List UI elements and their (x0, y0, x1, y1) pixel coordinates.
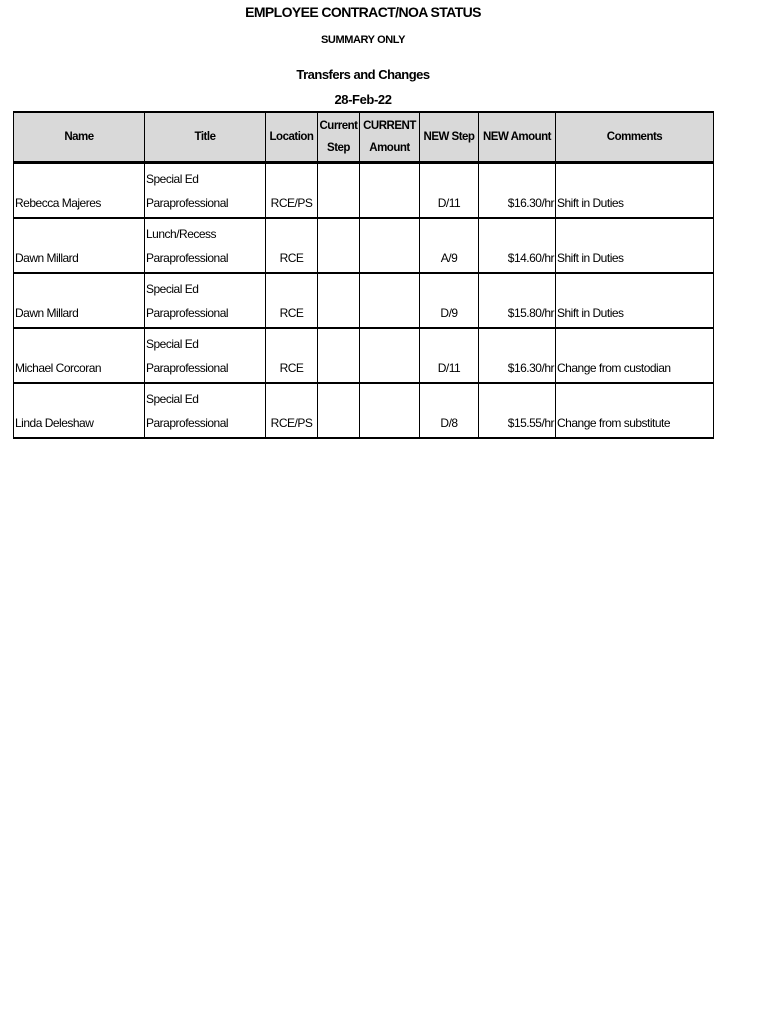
cell-title-line1: Special Ed (146, 172, 199, 186)
header-new-amount: NEW Amount (479, 112, 556, 163)
cell-location: RCE (266, 273, 318, 328)
cell-new-step: D/11 (420, 328, 479, 383)
cell-title (145, 383, 266, 438)
header-current-step-line1: Current (319, 120, 358, 132)
cell-title (145, 218, 266, 273)
cell-location: RCE (266, 218, 318, 273)
cell-new-step: D/8 (420, 383, 479, 438)
cell-comments: Change from substitute (556, 383, 714, 438)
table-row (14, 328, 714, 383)
cell-new-step: D/9 (420, 273, 479, 328)
cell-current-step (318, 273, 360, 328)
cell-title (145, 163, 266, 219)
cell-title-line2: Paraprofessional (146, 306, 229, 320)
cell-new-amount: $15.80/hr (479, 273, 556, 328)
header-current-step (318, 112, 360, 163)
document-date: 28-Feb-22 (334, 92, 392, 107)
cell-title-line1: Lunch/Recess (146, 227, 217, 241)
cell-current-amount (360, 328, 420, 383)
cell-current-amount (360, 273, 420, 328)
cell-title-line2: Paraprofessional (146, 416, 229, 430)
header-comments: Comments (556, 112, 714, 163)
cell-current-step (318, 328, 360, 383)
cell-new-amount: $14.60/hr (479, 218, 556, 273)
cell-comments: Change from custodian (556, 328, 714, 383)
cell-current-step (318, 163, 360, 219)
table-row (14, 273, 714, 328)
cell-comments: Shift in Duties (556, 163, 714, 219)
table-header-row (14, 112, 714, 163)
cell-title-line2: Paraprofessional (146, 196, 229, 210)
document-subtitle: SUMMARY ONLY (320, 34, 406, 46)
header-current-amount-line2: Amount (369, 142, 410, 154)
cell-current-amount (360, 163, 420, 219)
cell-new-amount: $16.30/hr (479, 163, 556, 219)
table-row (14, 163, 714, 219)
cell-location: RCE/PS (266, 383, 318, 438)
header-location: Location (266, 112, 318, 163)
cell-new-amount: $16.30/hr (479, 328, 556, 383)
cell-name: Linda Deleshaw (14, 383, 145, 438)
document-title: EMPLOYEE CONTRACT/NOA STATUS (245, 4, 481, 20)
header-new-step: NEW Step (420, 112, 479, 163)
cell-new-amount: $15.55/hr (479, 383, 556, 438)
cell-new-step: A/9 (420, 218, 479, 273)
cell-name: Dawn Millard (14, 218, 145, 273)
cell-title-line1: Special Ed (146, 337, 199, 351)
table-row (14, 218, 714, 273)
header-title: Title (145, 112, 266, 163)
cell-title-line2: Paraprofessional (146, 251, 229, 265)
cell-current-amount (360, 383, 420, 438)
cell-title-line2: Paraprofessional (146, 361, 229, 375)
cell-name: Rebecca Majeres (14, 163, 145, 219)
cell-location: RCE (266, 328, 318, 383)
header-current-step-line2: Step (327, 142, 350, 154)
cell-name: Michael Corcoran (14, 328, 145, 383)
cell-title (145, 328, 266, 383)
header-current-amount (360, 112, 420, 163)
cell-current-step (318, 383, 360, 438)
cell-title (145, 273, 266, 328)
header-name: Name (14, 112, 145, 163)
cell-comments: Shift in Duties (556, 273, 714, 328)
cell-comments: Shift in Duties (556, 218, 714, 273)
header-current-amount-line1: CURRENT (363, 120, 416, 132)
status-table (13, 111, 714, 439)
cell-current-step (318, 218, 360, 273)
section-title: Transfers and Changes (296, 67, 430, 82)
table-row (14, 383, 714, 438)
cell-title-line1: Special Ed (146, 392, 199, 406)
cell-new-step: D/11 (420, 163, 479, 219)
cell-location: RCE/PS (266, 163, 318, 219)
cell-title-line1: Special Ed (146, 282, 199, 296)
cell-name: Dawn Millard (14, 273, 145, 328)
cell-current-amount (360, 218, 420, 273)
